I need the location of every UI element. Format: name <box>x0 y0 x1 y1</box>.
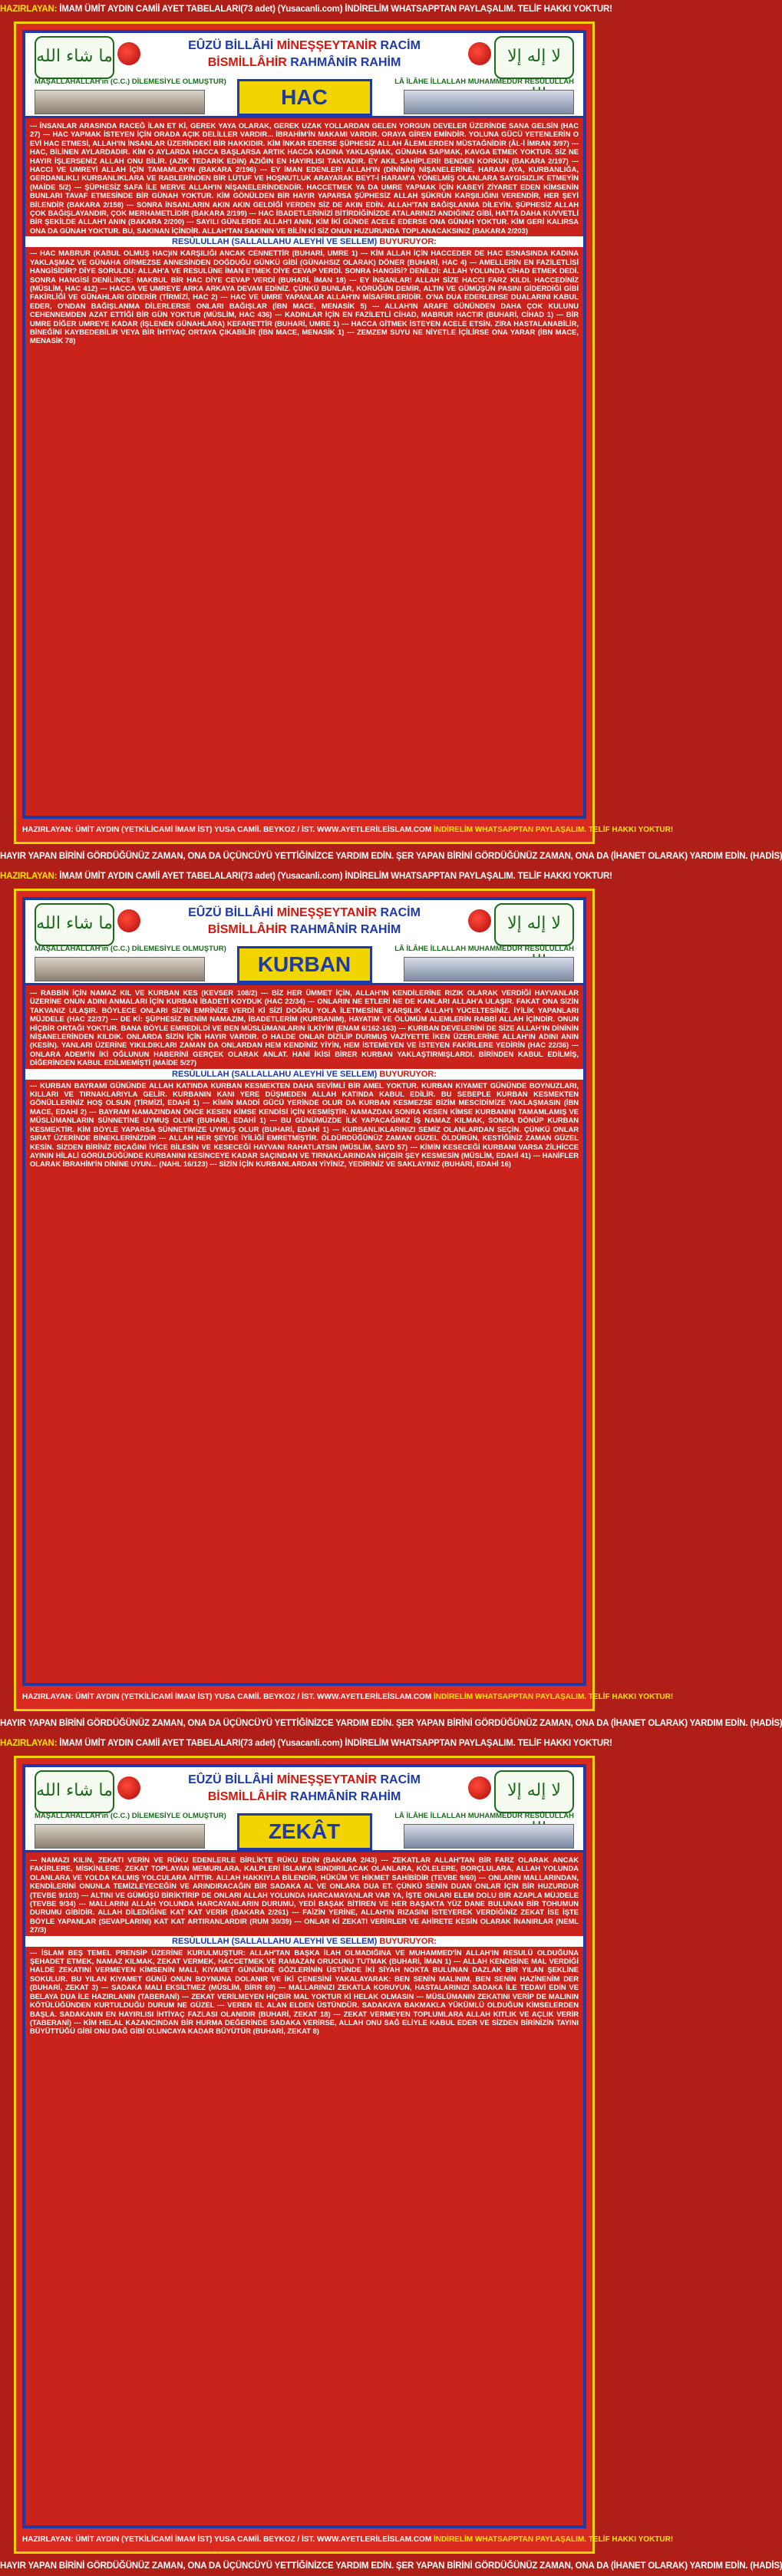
calligraphy-right: لا إله إلا <box>494 903 574 946</box>
shahada-text: LÂ İLÂHE İLLALLAH MUHAMMEDÜR RESÛLULLAH <box>394 1812 574 1820</box>
poster-body <box>25 985 583 1683</box>
kaaba-photo <box>404 957 574 981</box>
resul-header: RESÛLULLAH (SALLALLAHU ALEYHİ VE SELLEM) BUYURUYOR: <box>25 1936 583 1947</box>
hadis-text: --- HAC MABRUR (KABUL OLMUŞ HAC)IN KARŞILIĞI ANCAK CENNETTİR (BUHARİ, UMRE 1) --- KİM ALLAH İÇİN HACCEDER DE HAC ESNASINDA KADINA YAKLAŞMAZ VE GÜNAHA GİRMEZSE ANNESİNDEN DOĞDUĞU GÜNKÜ GİBİ (GÜNAHSIZ OLARAK) DÖNER (BUHARİ, HAC 4) --- AMELLERİN EN FAZİLETLİSİ HANGİSİDİR? DİYE SORULDU: ALLAH'A VE RESULÜNE İMAN ETMEK DİYE CEVAP VERDİ. SONRA HANGİSİ? DENİLDİ: ALLAH YOLUNDA CİHAD ETMEK DEDİ. SONRA HANGİSİ DENİLİNCE: MAKBUL BİR HAC DİYE CEVAP VERDİ (BUHARİ, İMAN 18) --- EY İNSANLAR! ALLAH SİZE HACCI FARZ KILDI. HACCEDİNİZ (MÜSLİM, HAC 412) --- HACCA VE UMREYE ARKA ARKAYA DEVAM EDİNİZ. ÇÜNKÜ BUNLAR, KÖRÜĞÜN DEMİR, ALTIN VE GÜMÜŞÜN PASINI GİDERDİĞİ GİBİ FAKİRLİĞİ VE GÜNAHLARI GİDERİR (TİRMİZİ, HAC 2) --- HAC VE UMRE YAPANLAR ALLAH'IN MİSAFİRLERİDİR. O'NA DUA EDERLERSE DUALARINI KABUL EDER, O'NDAN BAĞIŞLANMA DİLERLERSE ONLARI BAĞIŞLAR (İBN MACE, MENASİK 5) --- ALLAH'IN ARAFE GÜNÜNDEN DAHA ÇOK KULUNU CEHENNEMDEN AZAT ETTİĞİ BİR GÜN YOKTUR (MÜSLİM, HAC 436) --- KADINLAR İÇİN EN FAZİLETLİ CİHAD, MABRUR HACTIR (BUHARİ, CİHAD 1) --- BİR UMRE DİĞER UMREYE KADAR (İŞLENEN GÜNAHLARA) KEFARETTİR (BUHARİ, UMRE 1) --- HACCA GİTMEK İSTEYEN ACELE ETSİN. ZİRA HASTALANABİLİR, BİNEĞİNİ KAYBEDEBİLİR VEYA BİR İHTİYAÇ ORTAYA ÇIKABİLİR (İBN MACE, MENASİK 1) --- ZEMZEM SUYU NE NİYETLE İÇİLİRSE ONA YARAR (İBN MACE, MENASİK 78) <box>30 249 579 345</box>
poster-hac <box>14 21 674 844</box>
poster-inner <box>22 1764 586 2528</box>
basmala-line2: BİSMİLLÂHİR RAHMÂNİR RAHİM <box>207 923 401 936</box>
ayet-text: --- İNSANLAR ARASINDA RACEĞ İLAN ET Kİ, GEREK YAYA OLARAK, GEREK UZAK YOLLARDAN GELEN YORGUN DEVELER ÜZERİNDE SANA GELSİN (HAC 27) --- HAC YAPMAK İSTEYEN İÇİN ORADA AÇIK DELİLLER VARDIR... İBRAHİM'İN MAKAMI VARDIR. ORAYA GİREN EMİNDİR. YOLUNA GÜCÜ YETENLERİN O EVİ HAC ETMESİ, ALLAH'IN İNSANLAR ÜZERİNDEKİ BİR HAKKIDIR. KİM İNKAR EDERSE ŞÜPHESİZ ALLAH ÂLEMLERDEN MÜSTAĞNİDİR (ÂL-İ İMRAN 3/97) --- HAC, BİLİNEN AYLARDADIR. KİM O AYLARDA HACCA BAŞLARSA ARTIK HACCA KADINA YAKLAŞMAK, GÜNAHA SAPMAK, KAVGA ETMEK YOKTUR. SİZ NE HAYIR İŞLERSENİZ ALLAH ONU BİLİR. (AZIK TEDARİK EDİN) AZIĞIN EN HAYIRLISI TAKVADIR. EY AKIL SAHİPLERİ! BENDEN KORKUN (BAKARA 2/197) --- HACCI VE UMREYİ ALLAH İÇİN TAMAMLAYIN (BAKARA 2/196) --- EY İMAN EDENLER! ALLAH'IN (DİNİNİN) NİŞANELERİNE, HARAM AYA, KURBANLIĞA, GERDANLIKLI KURBANLIKLARA VE RABLERİNDEN BİR LÜTUF VE HOŞNUTLUK ARAYARAK BEYT-İ HARAM'A YÖNELMİŞ OLANLARA SAYGISIZLIK ETMEYİN (MAİDE 5/2) --- ŞÜPHESİZ SAFA İLE MERVE ALLAH'IN NİŞANELERİNDENDİR. HACCETMEK YA DA UMRE YAPMAK İÇİN KABEYİ ZİYARET EDEN KİMSENİN BUNLARI TAVAF ETMESİNDE BİR GÜNAH YOKTUR. KİM GÖNÜLDEN BİR HAYIR YAPARSA ŞÜPHESİZ ALLAH ŞÜKRÜN KARŞILIĞINI VERENDİR, HER ŞEYİ BİLENDİR (BAKARA 2/158) --- SONRA İNSANLARIN AKIN AKIN GELDİĞİ YERDEN SİZ DE AKIN EDİN. ALLAH'TAN BAĞIŞLANMA DİLEYİN. ŞÜPHESİZ ALLAH ÇOK BAĞIŞLAYANDIR, ÇOK MERHAMETLİDİR (BAKARA 2/199) --- HAC İBADETLERİNİZİ BİTİRDİĞİNİZDE ATALARINIZI ANDIĞINIZ GİBİ, HATTA DAHA KUVVETLİ BİR ŞEKİLDE ALLAH'I ANIN (BAKARA 2/200) --- SAYILI GÜNLERDE ALLAH'I ANIN. KİM İKİ GÜNDE ACELE EDERSE ONA GÜNAH YOKTUR. KİM GERİ KALIRSA ONA DA GÜNAH YOKTUR. BU, SAKINAN İÇİNDİR. ALLAH'TAN SAKININ VE BİLİN Kİ SİZ ONUN HUZURUNDA TOPLANACAKSINIZ (BAKARA 2/203) <box>30 121 579 235</box>
mashallah-text: MAŞALLAHALLAH'ın (C.C.) DİLEMESİYLE OLMUŞTUR) <box>35 945 226 953</box>
hadis-text: --- KURBAN BAYRAMI GÜNÜNDE ALLAH KATINDA KURBAN KESMEKTEN DAHA SEVİMLİ BİR AMEL YOKTUR. KURBAN KIYAMET GÜNÜNDE BOYNUZLARI, KILLARI VE TIRNAKLARIYLA GELİR. KURBANIN KANI YERE DÜŞMEDEN ALLAH KATINDA KABUL EDİLİR. BU SEBEPLE KURBAN KESMEKTEN GÖNÜLLERİNİZ HOŞ OLSUN (TİRMİZİ, EDAHİ 1) --- KİMİN MADDİ GÜCÜ YERİNDE OLUR DA KURBAN KESMEZSE BİZİM MESCİDİMİZE YAKLAŞMASIN (İBN MACE, EDAHİ 2) --- BAYRAM NAMAZINDAN ÖNCE KESEN KİMSE KENDİSİ İÇİN KESMİŞTİR. NAMAZDAN SONRA KESEN KİMSE KURBANINI TAMAMLAMIŞ VE MÜSLÜMANLARIN SÜNNETİNE UYMUŞ OLUR (BUHARİ, EDAHİ 1) --- BU GÜNÜMÜZDE İLK YAPACAĞIMIZ İŞ NAMAZ KILMAK, SONRA DÖNÜP KURBAN KESMEKTİR. KİM BÖYLE YAPARSA SÜNNETİMİZE UYMUŞ OLUR (BUHARİ, EDAHİ 1) --- KURBANLIKLARINIZI SEMİZ OLANLARDAN SEÇİN. ÇÜNKÜ ONLAR SIRAT ÜZERİNDE BİNEKLERİNİZDİR --- ALLAH HER ŞEYDE İYİLİĞİ EMRETMİŞTİR. ÖLDÜRDÜĞÜNÜZ ZAMAN GÜZEL ÖLDÜRÜN, KESTİĞİNİZ ZAMAN GÜZEL KESİN. SİZDEN BİRİNİZ BIÇAĞINI İYİCE BİLESİN VE KESECEĞİ HAYVANI RAHATLATSIN (MÜSLİM, SAYD 57) --- KİMİN KESECEĞİ KURBANI VARSA ZİLHİCCE AYININ HİLALİ GÖRÜLDÜĞÜNDE KURBANINI KESİNCEYE KADAR SAÇINDAN VE TIRNAKLARINDAN HİÇBİR ŞEY KESMESİN (MÜSLİM, EDAHİ 41) --- HANİFLER OLARAK İBRAHİM'İN DİNİNE UYUN... (NAHL 16/123) --- SİZİN İÇİN KURBANLARDAN YİYİNİZ, YEDİRİNİZ VE SAKLAYINIZ (BUHARİ, EDAHİ 16) <box>30 1080 579 1169</box>
calligraphy-left: ما شاء الله <box>35 36 114 79</box>
poster-body <box>25 1852 583 2525</box>
calligraphy-right: لا إله إلا <box>494 36 574 79</box>
calligraphy-left: ما شاء الله <box>35 903 114 946</box>
credit-line: HAZIRLAYAN: ÜMİT AYDIN (YETKİLİCAMİ İMAM İST) YUSA CAMİİ. BEYKOZ / İST. WWW.AYETLERİLEİSLAM.COM İNDİRELİM WHATSAPPTAN PAYLAŞALIM. TELİF HAKKI YOKTUR! <box>22 826 674 834</box>
poster-header <box>25 900 583 985</box>
top-banner-strip: HAZIRLAYAN: İMAM ÜMİT AYDIN CAMİİ AYET TABELALARI(73 adet) (Yusacanli.com) İNDİRELİM WHATSAPPTAN PAYLAŞALIM. TELİF HAKKI YOKTUR! <box>0 872 612 881</box>
credit-line: HAZIRLAYAN: ÜMİT AYDIN (YETKİLİCAMİ İMAM İST) YUSA CAMİİ. BEYKOZ / İST. WWW.AYETLERİLEİSLAM.COM İNDİRELİM WHATSAPPTAN PAYLAŞALIM. TELİF HAKKI YOKTUR! <box>22 2535 674 2544</box>
kaaba-photo <box>404 1824 574 1849</box>
hadis-strip: HAYIR YAPAN BİRİNİ GÖRDÜĞÜNÜZ ZAMAN, ONA DA ÜÇÜNCÜYÜ YETTİĞİNİZCE YARDIM EDİN. ŞER YAPAN BİRİNİ GÖRDÜĞÜNÜZ ZAMAN, ONA DA (İHANET OLARAK) YARDIM EDİN. (HADİS) <box>0 852 782 861</box>
mosque-photo <box>35 1824 205 1849</box>
basmala-line1: EÛZÜ BİLLÂHİ MİNEŞŞEYTANİR RACİM <box>188 1773 421 1786</box>
poster-zekat <box>14 1756 674 2554</box>
poster-title: KURBAN <box>237 946 372 983</box>
resul-header: RESÛLULLAH (SALLALLAHU ALEYHİ VE SELLEM) BUYURUYOR: <box>25 1069 583 1080</box>
calligraphy-right: لا إله إلا <box>494 1770 574 1813</box>
shahada-text: LÂ İLÂHE İLLALLAH MUHAMMEDÜR RESÛLULLAH <box>394 78 574 86</box>
shahada-text: LÂ İLÂHE İLLALLAH MUHAMMEDÜR RESÛLULLAH <box>394 945 574 953</box>
basmala-line1: EÛZÜ BİLLÂHİ MİNEŞŞEYTANİR RACİM <box>188 906 421 919</box>
poster-inner <box>22 897 586 1686</box>
poster-title: ZEKÂT <box>237 1813 372 1850</box>
calligraphy-left: ما شاء الله <box>35 1770 114 1813</box>
resul-header: RESÛLULLAH (SALLALLAHU ALEYHİ VE SELLEM) BUYURUYOR: <box>25 236 583 247</box>
mashallah-text: MAŞALLAHALLAH'ın (C.C.) DİLEMESİYLE OLMUŞTUR) <box>35 78 226 86</box>
basmala-line1: EÛZÜ BİLLÂHİ MİNEŞŞEYTANİR RACİM <box>188 39 421 52</box>
poster-title: HAC <box>237 79 372 116</box>
mosque-photo <box>35 957 205 981</box>
top-banner-strip: HAZIRLAYAN: İMAM ÜMİT AYDIN CAMİİ AYET TABELALARI(73 adet) (Yusacanli.com) İNDİRELİM WHATSAPPTAN PAYLAŞALIM. TELİF HAKKI YOKTUR! <box>0 5 612 14</box>
basmala-line2: BİSMİLLÂHİR RAHMÂNİR RAHİM <box>207 1790 401 1803</box>
hadis-strip: HAYIR YAPAN BİRİNİ GÖRDÜĞÜNÜZ ZAMAN, ONA DA ÜÇÜNCÜYÜ YETTİĞİNİZCE YARDIM EDİN. ŞER YAPAN BİRİNİ GÖRDÜĞÜNÜZ ZAMAN, ONA DA (İHANET OLARAK) YARDIM EDİN. (HADİS) <box>0 2561 782 2571</box>
poster-inner <box>22 30 586 819</box>
hadis-strip: HAYIR YAPAN BİRİNİ GÖRDÜĞÜNÜZ ZAMAN, ONA DA ÜÇÜNCÜYÜ YETTİĞİNİZCE YARDIM EDİN. ŞER YAPAN BİRİNİ GÖRDÜĞÜNÜZ ZAMAN, ONA DA (İHANET OLARAK) YARDIM EDİN. (HADİS) <box>0 1719 782 1728</box>
poster-header <box>25 33 583 118</box>
top-banner-strip: HAZIRLAYAN: İMAM ÜMİT AYDIN CAMİİ AYET TABELALARI(73 adet) (Yusacanli.com) İNDİRELİM WHATSAPPTAN PAYLAŞALIM. TELİF HAKKI YOKTUR! <box>0 1739 612 1748</box>
kaaba-photo <box>404 90 574 114</box>
ayet-text: --- NAMAZI KILIN, ZEKATI VERİN VE RÜKU EDENLERLE BİRLİKTE RÜKU EDİN (BAKARA 2/43) --- ZEKATLAR ALLAH'TAN BİR FARZ OLARAK ANCAK FAKİRLERE, MİSKİNLERE, ZEKAT TOPLAYAN MEMURLARA, KALPLERİ İSLAM'A ISINDIRILACAK OLANLARA, KÖLELERE, BORÇLULARA, ALLAH YOLUNDA OLANLARA VE YOLDA KALMIŞ YOLCULARA AİTTİR. ALLAH HAKKIYLA BİLENDİR, HÜKÜM VE HİKMET SAHİBİDİR (TEVBE 9/60) --- ONLARIN MALLARINDAN, KENDİLERİNİ ONUNLA TEMİZLEYECEĞİN VE ARINDIRACAĞIN BİR SADAKA AL VE ONLARA DUA ET. ÇÜNKÜ SENİN DUAN ONLAR İÇİN BİR HUZURDUR (TEVBE 9/103) --- ALTINI VE GÜMÜŞÜ BİRİKTİRİP DE ONLARI ALLAH YOLUNDA HARCAMAYANLAR VAR YA, İŞTE ONLARI ELEM DOLU BİR AZAPLA MÜJDELE (TEVBE 9/34) --- MALLARINI ALLAH YOLUNDA HARCAYANLARIN DURUMU, YEDİ BAŞAK BİTİREN VE HER BAŞAKTA YÜZ DANE BULUNAN BİR TOHUMUN DURUMU GİBİDİR. ALLAH DİLEDİĞİNE KAT KAT VERİR (BAKARA 2/261) --- FAİZİN YERİNE, ALLAH'IN RIZASINI İSTEYEREK VERDİĞİNİZ ZEKAT İSE İŞTE BÖYLE YAPANLAR (SEVAPLARINI) KAT KAT ARTIRANLARDIR (RUM 30/39) --- ONLAR Kİ ZEKATI VERİRLER VE AHİRETE KESİN OLARAK İNANIRLAR (NEML 27/3) <box>30 1855 579 1934</box>
hadis-text: --- İSLAM BEŞ TEMEL PRENSİP ÜZERİNE KURULMUŞTUR: ALLAH'TAN BAŞKA İLAH OLMADIĞINA VE MUHAMMED'İN ALLAH'IN RESULÜ OLDUĞUNA ŞEHADET ETMEK, NAMAZ KILMAK, ZEKAT VERMEK, HACCETMEK VE RAMAZAN ORUCUNU TUTMAK (BUHARİ, İMAN 1) --- ALLAH KENDİSİNE MAL VERDİĞİ HALDE ZEKATINI VERMEYEN KİMSENİN MALI, KIYAMET GÜNÜNDE GÖZLERİNİN ÜSTÜNDE İKİ SİYAH NOKTA BULUNAN DAZLAK BİR YILAN ŞEKLİNE SOKULUR. BU YILAN KIYAMET GÜNÜ ONUN BOYNUNA DOLANIR VE İKİ ÇENESİNİ YAKALAYARAK: BEN SENİN MALINIM, BEN SENİN HAZİNENİM DER (BUHARİ, ZEKAT 3) --- SADAKA MALI EKSİLTMEZ (MÜSLİM, BİRR 69) --- MALLARINIZI ZEKATLA KORUYUN, HASTALARINIZI SADAKA İLE TEDAVİ EDİN VE BELAYA DUA İLE HAZIRLANIN (TABERANİ) --- ZEKAT VERİLMEYEN HİÇBİR MAL YOKTUR Kİ HELAK OLMASIN --- MÜSLÜMANIN ZEKATINI VERİP DE MALININ KÖTÜLÜĞÜNDEN KURTULDUĞU DURUM NE GÜZEL --- VEREN EL ALAN ELDEN ÜSTÜNDÜR. SADAKAYA BAKMAKLA YÜKÜMLÜ OLDUĞUN KİMSELERDEN BAŞLA. SADAKANIN EN HAYIRLISI İHTİYAÇ FAZLASI OLANIDIR (BUHARİ, ZEKAT 18) --- ZEKAT VERMEYEN TOPLUMLARA ALLAH KITLIK VE AÇLIK VERİR (TABERANİ) --- KİM HELAL KAZANCINDAN BİR HURMA DEĞERİNDE SADAKA VERİRSE, ALLAH ONU SAĞ ELİYLE KABUL EDER VE SİZDEN BİRİNİZİN TAYINI BÜYÜTTÜĞÜ GİBİ ONU DAĞ GİBİ OLUNCAYA KADAR BÜYÜTÜR (BUHARİ, ZEKAT 8) <box>30 1948 579 2036</box>
poster-kurban <box>14 889 674 1711</box>
mashallah-text: MAŞALLAHALLAH'ın (C.C.) DİLEMESİYLE OLMUŞTUR) <box>35 1812 226 1820</box>
poster-header <box>25 1767 583 1852</box>
credit-line: HAZIRLAYAN: ÜMİT AYDIN (YETKİLİCAMİ İMAM İST) YUSA CAMİİ. BEYKOZ / İST. WWW.AYETLERİLEİSLAM.COM İNDİRELİM WHATSAPPTAN PAYLAŞALIM. TELİF HAKKI YOKTUR! <box>22 1693 674 1701</box>
basmala-line2: BİSMİLLÂHİR RAHMÂNİR RAHİM <box>207 56 401 69</box>
mosque-photo <box>35 90 205 114</box>
poster-body <box>25 118 583 816</box>
ayet-text: --- RABBİN İÇİN NAMAZ KIL VE KURBAN KES (KEVSER 108/2) --- BİZ HER ÜMMET İÇİN, ALLAH'IN KENDİLERİNE RIZIK OLARAK VERDİĞİ HAYVANLAR ÜZERİNE ONUN ADINI ANMALARI İÇİN KURBAN İBADETİ KOYDUK (HAC 22/34) --- ONLARIN NE ETLERİ NE DE KANLARI ALLAH'A ULAŞIR. FAKAT ONA SİZİN TAKVANIZ ULAŞIR. BÖYLECE ONLARI SİZİN EMRİNİZE VERDİ Kİ SİZİ DOĞRU YOLA İLETMESİNE KARŞILIK ALLAH'I YÜCELTESİNİZ. İYİLİK YAPANLARI MÜJDELE (HAC 22/37) --- DE Kİ: ŞÜPHESİZ BENİM NAMAZIM, İBADETLERİM (KURBANIM), HAYATIM VE ÖLÜMÜM ALEMLERİN RABBİ ALLAH İÇİNDİR. ONUN HİÇBİR ORTAĞI YOKTUR. BANA BÖYLE EMREDİLDİ VE BEN MÜSLÜMANLARIN İLKİYİM (ENAM 6/162-163) --- KURBAN DEVELERİNİ DE SİZE ALLAH'IN DİNİNİN NİŞANELERİNDEN KILDIK. ONLARDA SİZİN İÇİN HAYIR VARDIR. O HALDE ONLAR DİZİLİP DURMUŞ VAZİYETTE İKEN ÜZERLERİNE ALLAH'IN ADINI ANIN (KESİN). YANLARI ÜZERİNE YIKILDIKLARI ZAMAN DA ONLARDAN HEM KENDİNİZ YİYİN, HEM İSTEMEYEN VE İSTEYEN FAKİRLERE YEDİRİN (HAC 22/36) --- ONLARA ADEM'İN İKİ OĞLUNUN HABERİNİ GERÇEK OLARAK ANLAT. HANİ İKİSİ BİRER KURBAN YAKLAŞTIRMIŞLARDI. BİRİNDEN KABUL EDİLMİŞ, DİĞERİNDEN KABUL EDİLMEMİŞTİ (MAİDE 5/27) <box>30 988 579 1067</box>
